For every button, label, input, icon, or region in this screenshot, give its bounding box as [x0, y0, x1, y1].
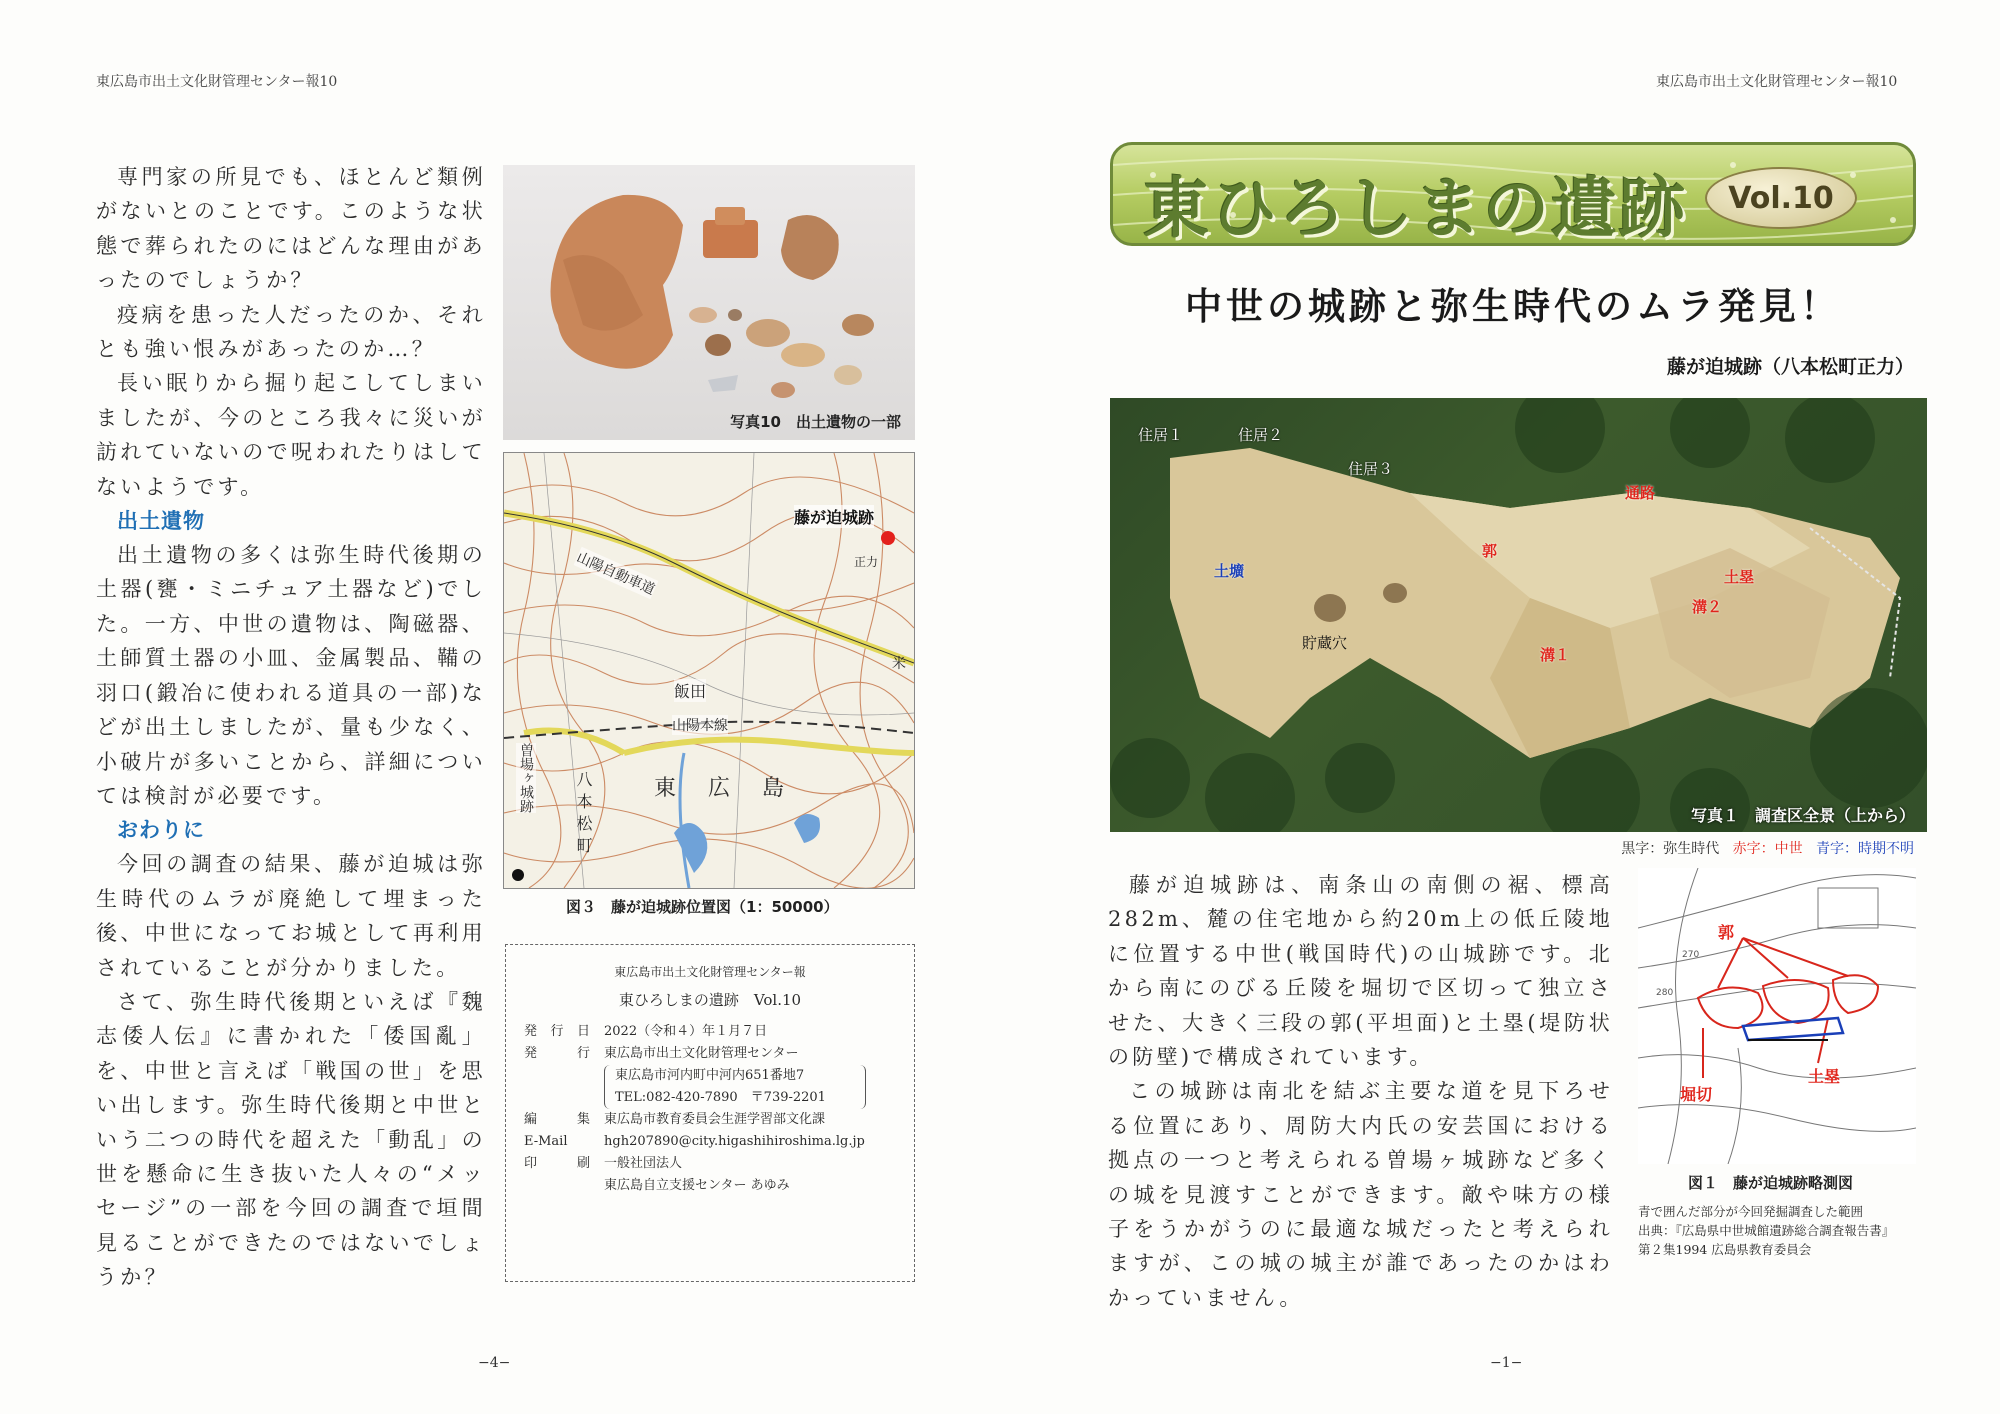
banner-volume-badge: Vol.10: [1705, 167, 1857, 229]
colophon-printer: 一般社団法人: [604, 1156, 683, 1171]
photo10-caption: 写真10 出土遺物の一部: [730, 413, 901, 431]
sketch-contour-270: 270: [1682, 950, 1700, 960]
paragraph: 今回の調査の結果、藤が迫城は弥生時代のムラが廃絶して埋まった後、中世になってお城として再利用されていることが分かりました。: [96, 852, 486, 980]
colophon-tel: TEL:082-420-7890 〒739-2201: [615, 1090, 826, 1105]
castle-sketch: [1638, 868, 1916, 1164]
location-map: [503, 452, 915, 889]
legend-black: 黒字：弥生時代: [1621, 841, 1720, 857]
banner-title: 東ひろしまの遺跡: [1143, 170, 1687, 246]
colophon-label: 発 行: [524, 1046, 590, 1061]
colophon-issued: 2022（令和４）年１月７日: [604, 1024, 768, 1039]
aerial-photo: [1110, 398, 1927, 832]
sketch-label-kuruwa: 郭: [1718, 923, 1735, 942]
paragraph: 疫病を患った人だったのか、それとも強い恨みがあったのか…？: [96, 302, 486, 362]
artifacts-illustration: [503, 165, 915, 440]
map-iida-label: 飯田: [674, 679, 706, 702]
aerial-site-illustration: [1110, 398, 1927, 832]
map-site-label: 藤が迫城跡: [794, 505, 874, 528]
colophon-publisher: 東広島市出土文化財管理センター: [604, 1046, 799, 1061]
colophon-editor: 東広島市教育委員会生涯学習部文化課: [604, 1112, 826, 1127]
sketch-caption: 図１ 藤が迫城跡略測図: [1688, 1174, 1854, 1192]
page-number-right: −1−: [1490, 1355, 1523, 1371]
map-city-label: 東広島: [654, 776, 817, 801]
paragraph: 藤が迫城跡は、南条山の南側の裾、標高282m、麓の住宅地から約20m上の低丘陵地に位置する中世(戦国時代)の山城跡です。北から南にのびる丘陵を堀切で区切って独立させた、大きく三段の郭(平坦面)と土塁(堤防状の防壁)で構成されています。: [1108, 873, 1613, 1070]
aerial-label-pit: 土壙: [1214, 562, 1245, 580]
headline: 中世の城跡と弥生時代のムラ発見！: [1185, 285, 1841, 328]
map-highway-label: 山陽自動車道: [574, 547, 659, 599]
paragraph: 長い眠りから掘り起こしてしまいましたが、今のところ我々に災いが訪れていないので呪われたりはしてないようです。: [96, 371, 486, 499]
title-banner: [1110, 142, 1916, 246]
aerial-label-kuruwa: 郭: [1482, 542, 1498, 560]
sketch-label-dorui: 土塁: [1808, 1067, 1841, 1086]
paragraph: さて、弥生時代後期といえば『魏志倭人伝』に書かれた「倭国亂」を、中世と言えば「戦国の世」を思い出します。弥生時代後期と中世という二つの時代を超えた「動乱」の世を懸命に生き抜いた人々の“メッセージ”の一部を今回の調査で垣間見ることができたのではないでしょうか？: [96, 989, 486, 1290]
aerial-label-ditch1: 溝１: [1540, 646, 1571, 664]
map-hachihonmatsu-label: 八本松町: [574, 771, 593, 859]
colophon-email[interactable]: hgh207890@city.higashihiroshima.lg.jp: [604, 1134, 865, 1149]
aerial-label-dwelling3: 住居３: [1348, 460, 1394, 478]
map-kome-label: 米: [892, 656, 906, 672]
aerial-label-ditch2: 溝２: [1692, 598, 1723, 616]
site-subtitle: 藤が迫城跡（八本松町正力）: [1666, 356, 1914, 378]
legend-blue: 青字：時期不明: [1816, 841, 1914, 857]
colophon-label: 編 集: [524, 1112, 590, 1127]
sketch-label-horikiri: 堀切: [1680, 1085, 1713, 1104]
aerial-label-dorui: 土塁: [1724, 568, 1755, 586]
colophon-printer-name: 東広島自立支援センター あゆみ: [604, 1178, 790, 1193]
sketch-note: 第２集1994 広島県教育委員会: [1638, 1242, 1812, 1257]
paragraph: 専門家の所見でも、ほとんど類例がないとのことです。このような状態で葬られたのにはどんな理由があったのでしょうか？: [96, 165, 486, 293]
colophon-title: 東ひろしまの遺跡 Vol.10: [618, 991, 802, 1009]
colophon-series: 東広島市出土文化財管理センター報: [614, 965, 806, 979]
map-soba-label: 曽場ヶ城跡: [518, 743, 534, 813]
page-number-left: −4−: [478, 1355, 511, 1371]
colophon-address-block: [604, 1065, 866, 1109]
running-header-right: 東広島市出土文化財管理センター報10: [1656, 74, 1898, 90]
legend-red: 赤字：中世: [1732, 841, 1803, 857]
sketch-note: 出典：『広島県中世城館遺跡総合調査報告書』: [1638, 1223, 1895, 1238]
colophon-label: 印 刷: [524, 1156, 590, 1171]
sketch-map: [1638, 868, 1916, 1164]
section-heading: おわりに: [117, 818, 205, 843]
section-heading: 出土遺物: [117, 509, 205, 534]
aerial-label-passage: 通路: [1625, 484, 1656, 502]
aerial-label-dwelling2: 住居２: [1238, 426, 1284, 444]
right-article: [1108, 868, 1613, 1315]
paragraph: 出土遺物の多くは弥生時代後期の土器(甕・ミニチュア土器など)でした。一方、中世の遺物は、陶磁器、土師質土器の小皿、金属製品、鞴の羽口(鍛冶に使われる道具の一部)などが出土しましたが、量も少なく、小破片が多いことから、詳細については検討が必要です。: [96, 543, 486, 808]
aerial-label-dwelling1: 住居１: [1138, 426, 1184, 444]
running-header-left: 東広島市出土文化財管理センター報10: [96, 74, 338, 90]
paragraph: この城跡は南北を結ぶ主要な道を見下ろせる位置にあり、周防大内氏の安芸国における拠点の一つと考えられる曽場ヶ城跡など多くの城を見渡すことができます。敵や味方の様子をうかがうのに最適な城だったと考えられますが、この城の城主が誰であったのかはわかっていません。: [1108, 1079, 1613, 1310]
map-shoriki-label: 正力: [854, 555, 879, 569]
map-railway-label: 山陽本線: [672, 715, 728, 735]
left-article: [96, 160, 486, 1295]
colophon-label: 発行日: [524, 1024, 590, 1039]
sketch-note: 青で囲んだ部分が今回発掘調査した範囲: [1638, 1204, 1864, 1219]
colophon: [505, 944, 915, 1282]
sketch-notes: [1638, 1202, 1928, 1259]
sketch-contour-280: 280: [1656, 988, 1674, 998]
aerial-label-storage-pit: 貯蔵穴: [1302, 634, 1348, 652]
color-legend: [1621, 838, 1914, 858]
aerial-caption: 写真１ 調査区全景（上から）: [1690, 806, 1915, 825]
colophon-address: 東広島市河内町中河内651番地7: [615, 1068, 805, 1083]
map-caption: 図３ 藤が迫城跡位置図（1：50000）: [566, 898, 839, 916]
artifacts-photo: [503, 165, 915, 440]
colophon-label: E-Mail: [524, 1134, 568, 1149]
